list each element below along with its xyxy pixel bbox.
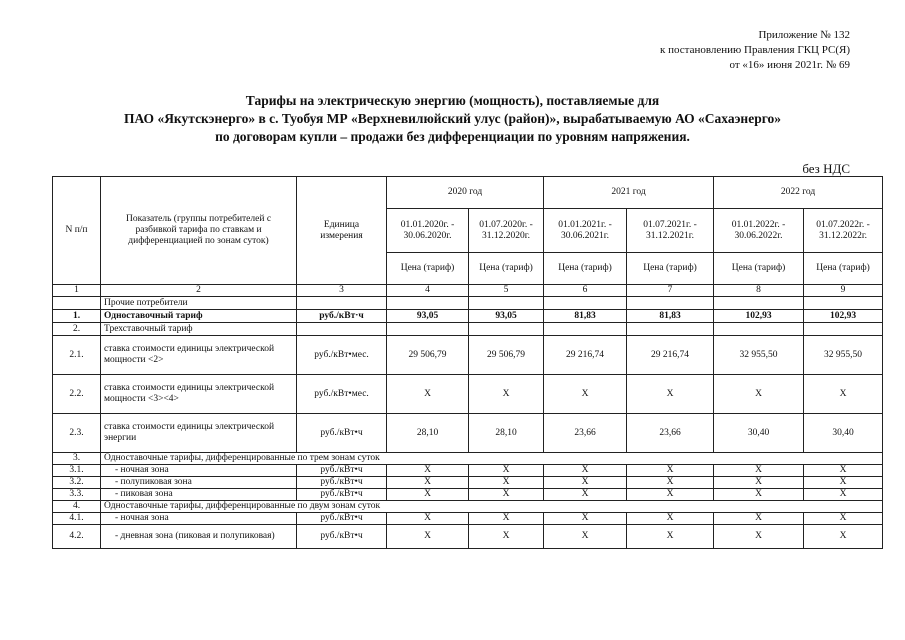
row-number: 4. (53, 501, 101, 513)
column-number: 7 (627, 285, 714, 297)
table-row (53, 513, 883, 525)
tariff-value: 30,40 (804, 414, 883, 453)
table-row (53, 525, 883, 549)
row-number (53, 297, 101, 310)
title-line-2: ПАО «Якутскэнерго» в с. Туобуя МР «Верхневилюйский улус (район)», вырабатываемую АО «Сахаэнерго» (123, 111, 782, 126)
row-label: Одноставочный тариф (101, 310, 297, 323)
tariff-value: X (804, 465, 883, 477)
row-unit: руб./кВт•ч (297, 525, 387, 549)
tariff-value (627, 323, 714, 336)
document-title (0, 92, 905, 146)
tariff-value: 93,05 (387, 310, 469, 323)
tariff-value: X (387, 375, 469, 414)
row-label: Прочие потребители (101, 297, 297, 310)
document-header (660, 28, 850, 73)
tariff-value: X (627, 375, 714, 414)
tariff-value: X (627, 513, 714, 525)
tariff-value: 28,10 (469, 414, 544, 453)
column-number: 1 (53, 285, 101, 297)
tariff-value (714, 323, 804, 336)
tariff-value: X (387, 525, 469, 549)
tariff-value (469, 297, 544, 310)
table-row (53, 501, 883, 513)
row-label: - ночная зона (101, 465, 297, 477)
tariff-value: X (469, 465, 544, 477)
table-row (53, 489, 883, 501)
header-period: 01.07.2022г. - 31.12.2022г. (804, 209, 883, 253)
tariff-value: X (544, 477, 627, 489)
row-number: 3. (53, 453, 101, 465)
tariff-value (627, 297, 714, 310)
row-label: ставка стоимости единицы электрической энергии (101, 414, 297, 453)
tariff-value: X (469, 525, 544, 549)
row-unit (297, 297, 387, 310)
row-number: 2. (53, 323, 101, 336)
header-year-2022: 2022 год (714, 177, 883, 209)
title-line-3: по договорам купли – продажи без дифференциации по уровням напряжения. (215, 129, 690, 144)
tariff-value (804, 323, 883, 336)
tariff-value: X (627, 477, 714, 489)
row-label: Одноставочные тарифы, дифференцированные по трем зонам суток (101, 453, 883, 465)
row-number: 3.1. (53, 465, 101, 477)
column-number: 3 (297, 285, 387, 297)
header-price: Цена (тариф) (469, 253, 544, 285)
tariff-value: X (544, 489, 627, 501)
tariff-value: 81,83 (627, 310, 714, 323)
row-label: - дневная зона (пиковая и полупиковая) (101, 525, 297, 549)
tariff-value: X (544, 513, 627, 525)
row-unit: руб./кВт·ч (297, 310, 387, 323)
table-row (53, 375, 883, 414)
tariff-value: X (387, 465, 469, 477)
row-number: 2.1. (53, 336, 101, 375)
header-price: Цена (тариф) (804, 253, 883, 285)
row-label: - ночная зона (101, 513, 297, 525)
column-number: 4 (387, 285, 469, 297)
tariff-value (387, 297, 469, 310)
tariff-value: X (469, 375, 544, 414)
column-number: 8 (714, 285, 804, 297)
tariff-value: X (714, 525, 804, 549)
table-row (53, 297, 883, 310)
header-price: Цена (тариф) (627, 253, 714, 285)
tariff-table (52, 176, 883, 549)
tariff-value: 23,66 (627, 414, 714, 453)
table-row (53, 336, 883, 375)
row-number: 4.1. (53, 513, 101, 525)
tariff-value: 29 506,79 (469, 336, 544, 375)
row-unit: руб./кВт•ч (297, 513, 387, 525)
tariff-value (544, 323, 627, 336)
tariff-value: X (544, 525, 627, 549)
tariff-value: X (627, 465, 714, 477)
tariff-value: X (469, 489, 544, 501)
tariff-value: X (714, 513, 804, 525)
table-row (53, 310, 883, 323)
row-unit: руб./кВт•мес. (297, 375, 387, 414)
row-unit: руб./кВт•ч (297, 465, 387, 477)
row-label: ставка стоимости единицы электрической мощности <2> (101, 336, 297, 375)
tariff-value: 102,93 (804, 310, 883, 323)
row-label: Трехставочный тариф (101, 323, 297, 336)
row-label: - полупиковая зона (101, 477, 297, 489)
table-row (53, 414, 883, 453)
tariff-value: X (544, 465, 627, 477)
row-label: Одноставочные тарифы, дифференцированные по двум зонам суток (101, 501, 883, 513)
tariff-value: 28,10 (387, 414, 469, 453)
column-number: 9 (804, 285, 883, 297)
resolution-reference: к постановлению Правления ГКЦ РС(Я) (660, 44, 850, 56)
tariff-value: 23,66 (544, 414, 627, 453)
table-row (53, 323, 883, 336)
header-num: N п/п (53, 177, 101, 285)
header-price: Цена (тариф) (544, 253, 627, 285)
tariff-value: 29 216,74 (627, 336, 714, 375)
tariff-value: X (387, 489, 469, 501)
row-label: ставка стоимости единицы электрической мощности <3><4> (101, 375, 297, 414)
appendix-number: Приложение № 132 (758, 29, 850, 41)
row-unit: руб./кВт•мес. (297, 336, 387, 375)
header-year-2020: 2020 год (387, 177, 544, 209)
tariff-value (714, 297, 804, 310)
tariff-value: X (714, 489, 804, 501)
column-number: 5 (469, 285, 544, 297)
tariff-value: 32 955,50 (804, 336, 883, 375)
column-number: 6 (544, 285, 627, 297)
tariff-value (804, 297, 883, 310)
table-row (53, 477, 883, 489)
tariff-value: X (627, 525, 714, 549)
row-number: 2.2. (53, 375, 101, 414)
tariff-value: 32 955,50 (714, 336, 804, 375)
tariff-value (469, 323, 544, 336)
header-price: Цена (тариф) (714, 253, 804, 285)
header-period: 01.07.2020г. - 31.12.2020г. (469, 209, 544, 253)
tariff-value: 102,93 (714, 310, 804, 323)
tariff-value: 81,83 (544, 310, 627, 323)
tariff-value: X (804, 477, 883, 489)
row-unit: руб./кВт•ч (297, 414, 387, 453)
tariff-value: X (714, 477, 804, 489)
row-number: 2.3. (53, 414, 101, 453)
tariff-value: X (387, 477, 469, 489)
title-line-1: Тарифы на электрическую энергию (мощность), поставляемые для (245, 93, 660, 108)
tariff-value: X (469, 513, 544, 525)
row-unit: руб./кВт•ч (297, 489, 387, 501)
tariff-value: 30,40 (714, 414, 804, 453)
column-number: 2 (101, 285, 297, 297)
row-unit: руб./кВт•ч (297, 477, 387, 489)
tariff-value: X (469, 477, 544, 489)
tariff-value: X (804, 489, 883, 501)
tariff-value: 29 506,79 (387, 336, 469, 375)
resolution-date: от «16» июня 2021г. № 69 (729, 59, 850, 71)
row-number: 1. (53, 310, 101, 323)
header-unit: Единица измерения (297, 177, 387, 285)
header-price: Цена (тариф) (387, 253, 469, 285)
header-period: 01.07.2021г. - 31.12.2021г. (627, 209, 714, 253)
row-number: 4.2. (53, 525, 101, 549)
tariff-value: X (387, 513, 469, 525)
table-row (53, 465, 883, 477)
header-period: 01.01.2022г. - 30.06.2022г. (714, 209, 804, 253)
row-number: 3.3. (53, 489, 101, 501)
header-year-2021: 2021 год (544, 177, 714, 209)
row-label: - пиковая зона (101, 489, 297, 501)
tariff-value (387, 323, 469, 336)
tariff-value: X (714, 465, 804, 477)
tariff-value: X (804, 375, 883, 414)
tariff-value: X (804, 525, 883, 549)
tariff-value: X (544, 375, 627, 414)
header-indicator: Показатель (группы потребителей с разбивкой тарифа по ставкам и дифференциацией по зонам суток) (101, 177, 297, 285)
header-period: 01.01.2021г. - 30.06.2021г. (544, 209, 627, 253)
tariff-value: 93,05 (469, 310, 544, 323)
row-number: 3.2. (53, 477, 101, 489)
tariff-value (544, 297, 627, 310)
tariff-value: 29 216,74 (544, 336, 627, 375)
row-unit (297, 323, 387, 336)
vat-note: без НДС (802, 161, 850, 176)
table-row (53, 453, 883, 465)
tariff-value: X (804, 513, 883, 525)
tariff-value: X (714, 375, 804, 414)
header-period: 01.01.2020г. - 30.06.2020г. (387, 209, 469, 253)
tariff-value: X (627, 489, 714, 501)
